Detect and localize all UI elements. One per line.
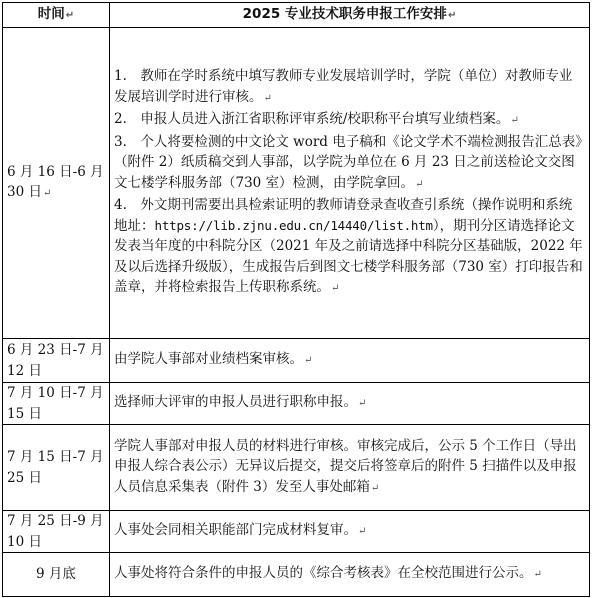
row-content: 人事处会同相关职能部门完成材料复审。↵: [110, 511, 590, 553]
row-content: 选择师大评审的申报人员进行职称申报。↵: [110, 383, 590, 425]
header-title: 2025 专业技术职务申报工作安排↵: [110, 3, 590, 28]
table-row: [3, 511, 590, 553]
table-row: [3, 553, 590, 597]
row-date: 7 月 25 日-9 月 10 日: [3, 511, 110, 553]
row-content: [110, 28, 590, 339]
row-content: 由学院人事部对业绩档案审核。↵: [110, 339, 590, 383]
table-row: [3, 339, 590, 383]
header-time: 时间↵: [3, 3, 110, 28]
table-header-row: [3, 3, 590, 28]
row-content: 学院人事部对申报人员的材料进行审核。审核完成后，公示 5 个工作日（导出申报人综合表公示）无异议后提交，提交后将签章后的附件 5 扫描件以及申报人员信息采集表（附件 3）发至人事处邮箱↵: [110, 425, 590, 511]
table-row: [3, 28, 590, 339]
row-content: 人事处将符合条件的申报人员的《综合考核表》在全校范围进行公示。↵: [110, 553, 590, 597]
row-date: 6 月 16 日-6 月 30 日↵: [3, 28, 110, 339]
table-row: [3, 425, 590, 511]
table-row: [3, 383, 590, 425]
row-date: 6 月 23 日-7 月 12 日: [3, 339, 110, 383]
list-item: 3. 个人将要检测的中文论文 word 电子稿和《论文学术不端检测报告汇总表》（附件 2）纸质稿交到人事部，以学院为单位在 6 月 23 日之前送检论文交图文七楼学科服务部（730 室）检测，由学院拿回。↵: [114, 133, 582, 191]
list-item: 1. 教师在学时系统中填写教师专业发展培训学时，学院（单位）对教师专业发展培训学时进行审核。↵: [114, 68, 573, 105]
schedule-table: [2, 2, 590, 597]
list-item: 2. 申报人员进入浙江省职称评审系统/校职称平台填写业绩档案。↵: [114, 111, 519, 128]
system-url-link[interactable]: https://lib.zjnu.edu.cn/14440/list.htm: [154, 217, 433, 233]
list-item: 4. 外文期刊需要出具检索证明的教师请登录查收查引系统（操作说明和系统地址：https://lib.zjnu.edu.cn/14440/list.htm），期刊分区请选择论文发表当年度的中科院分区（2021 年及之前请选择中科院分区基础版，2022 年及以后选择升级版），生成报告后到图文七楼学科服务部（730 室）打印报告和盖章，并将检索报告上传职称系统。↵: [114, 197, 583, 296]
row-date: 7 月 10 日-7 月 15 日: [3, 383, 110, 425]
row-date: 7 月 15 日-7 月 25 日: [3, 425, 110, 511]
row-date: 9 月底: [3, 553, 110, 597]
